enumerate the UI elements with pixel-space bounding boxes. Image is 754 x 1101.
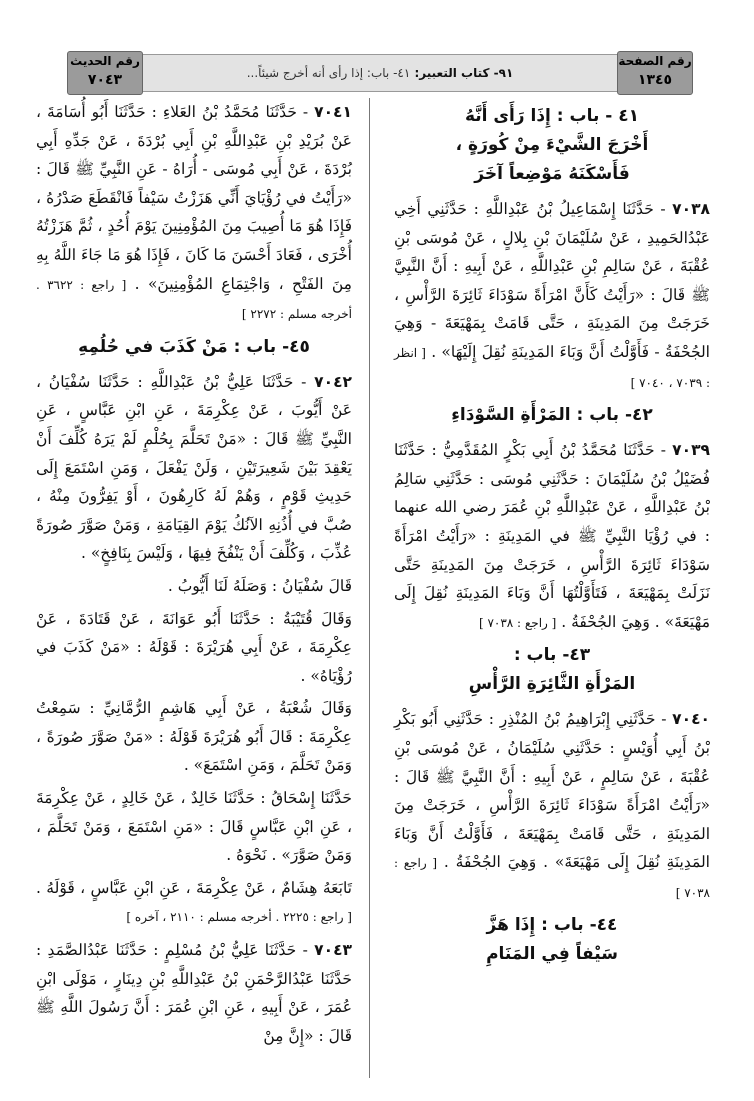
ishaq-note: حَدَّثَنَا إِسْحَاقُ : حَدَّثَنَا خَالِدٌ ، عَنْ خَالِدٍ ، عَنْ عِكْرِمَةَ ، عَنِ ابْنِ عَبَّاسٍ قَالَ : «مَنِ اسْتَمَعَ ، وَمَنْ تَحَلَّمَ ، وَمَنْ صَوَّرَ» . نَحْوَهُ . xyxy=(36,789,352,865)
hadith-number-box xyxy=(67,51,143,95)
hadith-text: - حَدَّثَنَا عَلِيُّ بْنُ عَبْدِاللَّهِ : حَدَّثَنَا سُفْيَانُ ، عَنْ أَيُّوبَ ، عَنْ عِكْرِمَةَ ، عَنِ ابْنِ عَبَّاسٍ ، عَنِ النَّبِيِّ ﷺ قَالَ : «مَنْ تَحَلَّمَ بِحُلْمٍ لَمْ يَرَهُ كُلِّفَ أَنْ يَعْقِدَ بَيْنَ شَعِيرَتَيْنِ ، وَلَنْ يَفْعَلَ ، وَمَنِ اسْتَمَعَ إِلَى حَدِيثِ قَوْمٍ ، وَهُمْ لَهُ كَارِهُونَ ، أَوْ يَفِرُّونَ مِنْهُ ، صُبَّ في أُذُنِهِ الآنُكُ يَوْمَ القِيَامَةِ ، وَمَنْ صَوَّرَ صُورَةً عُذِّبَ ، وَكُلِّفَ أَنْ يَنْفُخَ فِيهَا ، وَلَيْسَ بِنَافِخٍ» . xyxy=(36,372,352,563)
hadith-number: ٧٠٤٢ xyxy=(314,372,352,391)
chapter-title-line: سَيْفاً فِي المَنَامِ xyxy=(486,944,618,965)
hadith-text: - حَدَّثَنَا مُحَمَّدُ بْنُ أَبِي بَكْرٍ المُقَدَّمِيُّ : حَدَّثَنَا فُضَيْلُ بْنُ سُلَيْمَانَ : حَدَّثَنِي مُوسَى : حَدَّثَنِي سَالِمُ بْنُ عَبْدِاللَّهِ ، عَنْ عَبْدِاللَّهِ بْنِ عُمَرَ رضي الله عنهما : في رُؤْيَا النَّبِيِّ ﷺ في المَدِينَةِ : «رَأَيْتُ امْرَأَةً سَوْدَاءَ ثَائِرَةَ الرَّأْسِ ، خَرَجَتْ مِنَ المَدِينَةِ حَتَّى نَزَلَتْ بِمَهْيَعَةَ ، فَتَأَوَّلْتُهَا أَنَّ وَبَاءَ المَدِينَةِ نُقِلَ إِلَى مَهْيَعَةَ» . وَهِيَ الجُحْفَةُ . xyxy=(394,441,710,631)
hadith-reference: [ راجع : ٣٦٢٢ . أخرجه مسلم : ٢٢٧٢ ] xyxy=(36,277,352,322)
chapter-title-line: ٤٤- باب : إِذَا هَزَّ xyxy=(486,915,618,936)
hadith-7043 xyxy=(36,936,352,1050)
hadith-7039 xyxy=(394,436,710,637)
hadith-text: - حَدَّثَنَا إِسْمَاعِيلُ بْنُ عَبْدِاللَّهِ : حَدَّثَنِي أَخِي عَبْدُالحَمِيدِ ، عَنْ سُلَيْمَانَ بْنِ بِلالٍ ، عَنْ مُوسَى بْنِ عُقْبَةَ ، عَنْ سَالِمِ بْنِ عَبْدِاللَّهِ ، عَنْ أَبِيهِ : أَنَّ النَّبِيَّ ﷺ قَالَ : «رَأَيْتُ كَأَنَّ امْرَأَةً سَوْدَاءَ ثَائِرَةَ الرَّأْسِ ، خَرَجَتْ مِنَ المَدِينَةِ ، حَتَّى قَامَتْ بِمَهْيَعَةَ - وَهِيَ الجُحْفَةُ - فَأَوَّلْتُ أَنَّ وَبَاءَ المَدِينَةِ نُقِلَ إِلَيْهَا» . xyxy=(394,200,710,361)
left-column xyxy=(36,98,352,1054)
chapter-45-heading: ٤٥- باب : مَنْ كَذَبَ في حُلُمِهِ xyxy=(78,336,310,357)
hadith-number: ٧٠٤٣ xyxy=(314,941,352,960)
page-number-label: رقم الصفحة xyxy=(618,54,692,68)
chapter-44-heading xyxy=(394,911,710,969)
hadith-number: ٧٠٤٣ xyxy=(87,72,123,88)
hadith-text: - حَدَّثَنَا عَلِيُّ بْنُ مُسْلِمٍ : حَدَّثَنَا عَبْدُالصَّمَدِ : حَدَّثَنَا عَبْدُالرَّحْمَنِ بْنُ عَبْدِاللَّهِ بْنِ دِينَارٍ ، مَوْلَى ابْنِ عُمَرَ ، عَنْ أَبِيهِ ، عَنِ ابْنِ عُمَرَ : أَنَّ رَسُولَ اللَّهِ ﷺ قَالَ : «إِنَّ مِنْ xyxy=(36,941,352,1045)
chapter-title-line: ٤١ - باب : إِذَا رَأَى أَنَّهُ xyxy=(464,106,640,126)
hadith-reference: [ راجع : ٢٢٢٥ . أخرجه مسلم : ٢١١٠ ، آخره ] xyxy=(126,910,352,925)
right-column xyxy=(394,98,710,975)
qutayba-note: وَقَالَ قُتَيْبَةُ : حَدَّثَنَا أَبُو عَوَانَةَ ، عَنْ قَتَادَةَ ، عَنْ عِكْرِمَةَ ، عَنْ أَبِي هُرَيْرَةَ : قَوْلَهُ : «مَنْ كَذَبَ في رُؤْيَاهُ» . xyxy=(36,609,352,685)
hadith-reference: [ راجع : ٧٠٣٨ ] xyxy=(394,856,710,900)
shuba-note: وَقَالَ شُعْبَةُ ، عَنْ أَبِي هَاشِمٍ الرُّمَّانِيِّ : سَمِعْتُ عِكْرِمَةَ : قَالَ أَبُو هُرَيْرَةَ قَوْلَهُ : «مَنْ صَوَّرَ صُورَةً ، وَمَنْ تَحَلَّمَ ، وَمَنِ اسْتَمَعَ» . xyxy=(36,699,352,775)
sufyan-note: قَالَ سُفْيَانُ : وَصَلَهُ لَنَا أَيُّوبُ . xyxy=(167,576,352,595)
chapter-title-line: المَرْأَةِ الثَّائِرَةِ الرَّأْسِ xyxy=(468,674,636,695)
page-number-box xyxy=(617,51,693,95)
chapter-title-line: أَخْرَجَ الشَّيْءَ مِنْ كُورَةٍ ، xyxy=(455,135,649,155)
hadith-number: ٧٠٤١ xyxy=(314,103,352,121)
chapter-41-heading xyxy=(394,102,710,189)
running-header xyxy=(70,54,690,92)
book-title: ٩١- كتاب التعبير: xyxy=(414,66,514,80)
hisham-text: تَابَعَهُ هِشَامٌ ، عَنْ عِكْرِمَةَ ، عَنِ ابْنِ عَبَّاسٍ ، قَوْلَهُ . xyxy=(36,878,352,897)
hadith-text: - حَدَّثَنَا مُحَمَّدُ بْنُ العَلاءِ : حَدَّثَنَا أَبُو أُسَامَةَ ، عَنْ بُرَيْدِ بْنِ عَبْدِاللَّهِ بْنِ أَبِي بُرْدَةَ ، عَنْ جَدِّهِ أَبِي بُرْدَةَ ، عَنْ أَبِي مُوسَى - أُرَاهُ - عَنِ النَّبِيِّ ﷺ قَالَ : «رَأَيْتُ في رُؤْيَايَ أَنِّي هَزَزْتُ سَيْفاً فَانْقَطَعَ صَدْرُهُ ، فَإِذَا هُوَ مَا أُصِيبَ مِنَ المُؤْمِنِينَ يَوْمَ أُحُدٍ ، ثُمَّ هَزَزْتُهُ أُخْرَى ، فَعَادَ أَحْسَنَ مَا كَانَ ، فَإِذَا هُوَ مَا جَاءَ اللَّهُ بِهِ مِنَ الفَتْحِ ، وَاجْتِمَاعِ المُؤْمِنِينَ» . xyxy=(36,103,352,293)
hadith-7038 xyxy=(394,195,710,397)
hadith-7041 xyxy=(36,98,352,329)
hisham-note xyxy=(36,874,352,932)
hadith-number: ٧٠٤٠ xyxy=(672,710,710,729)
hadith-7040 xyxy=(394,705,710,907)
chapter-running-title: ٤١- باب: إذا رأى أنه أخرج شيئاً... xyxy=(246,66,411,80)
hadith-7042 xyxy=(36,368,352,568)
hadith-number-label: رقم الحديث xyxy=(70,54,140,68)
chapter-title-line: ٤٣- باب : xyxy=(513,645,591,666)
hadith-number: ٧٠٣٨ xyxy=(672,200,710,218)
chapter-title-line: فَأَسْكَنَهُ مَوْضِعاً آخَرَ xyxy=(474,164,630,184)
hadith-reference: [ راجع : ٧٠٣٨ ] xyxy=(478,615,557,630)
column-divider xyxy=(369,98,370,1078)
hadith-reference: [ انظر : ٧٠٣٩ ، ٧٠٤٠ ] xyxy=(394,345,710,390)
hadith-number: ٧٠٣٩ xyxy=(672,441,710,460)
chapter-43-heading xyxy=(394,641,710,699)
page-number: ١٣٤٥ xyxy=(637,72,673,88)
header-title xyxy=(151,55,609,91)
hadith-text: - حَدَّثَنِي إِبْرَاهِيمُ بْنُ المُنْذِرِ : حَدَّثَنِي أَبُو بَكْرِ بْنُ أَبِي أُوَيْسٍ : حَدَّثَنِي سُلَيْمَانُ ، عَنْ مُوسَى بْنِ عُقْبَةَ ، عَنْ سَالِمٍ ، عَنْ أَبِيهِ : أَنَّ النَّبِيَّ ﷺ قَالَ : «رَأَيْتُ امْرَأَةً سَوْدَاءَ ثَائِرَةَ الرَّأْسِ ، خَرَجَتْ مِنَ المَدِينَةِ ، حَتَّى قَامَتْ بِمَهْيَعَةَ ، فَأَوَّلْتُ أَنَّ وَبَاءَ المَدِينَةِ نُقِلَ إِلَى مَهْيَعَةَ» . وَهِيَ الجُحْفَةُ . xyxy=(394,710,710,872)
chapter-42-heading: ٤٢- باب : المَرْأَةِ السَّوْدَاءِ xyxy=(451,405,653,426)
